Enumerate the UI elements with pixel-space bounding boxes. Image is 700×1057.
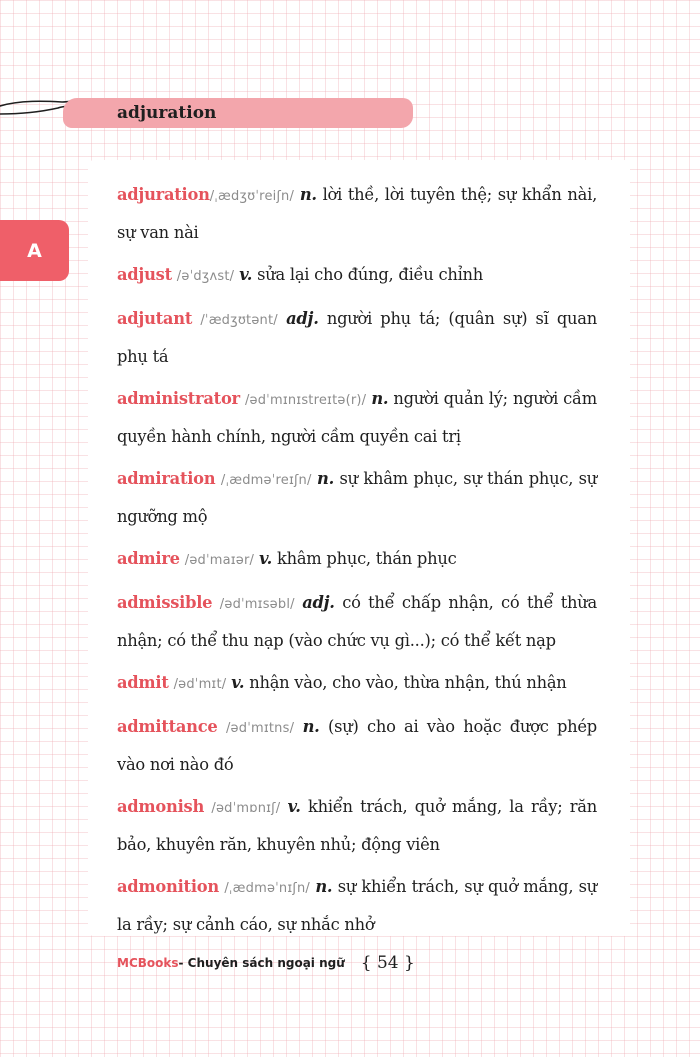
entry-pos: adj. xyxy=(302,593,335,612)
page-footer xyxy=(117,950,415,976)
dictionary-entry xyxy=(117,301,597,375)
entry-word: adjuration xyxy=(117,185,210,204)
entry-ipa: /ədˈmɒnɪʃ/ xyxy=(211,801,281,816)
entry-word: admissible xyxy=(117,593,213,612)
entry-word: adjust xyxy=(117,265,172,284)
entry-list xyxy=(117,177,597,949)
entry-pos: n. xyxy=(317,469,335,488)
letter-tab-label: A xyxy=(27,239,42,262)
entry-word: admonition xyxy=(117,877,219,896)
entry-definition: (sự) cho ai vào hoặc được phép vào nơi nào đó xyxy=(117,717,597,774)
dictionary-entry xyxy=(117,709,597,783)
entry-word: admittance xyxy=(117,717,218,736)
entry-definition: khiển trách, quở mắng, la rầy; răn bảo, khuyên răn, khuyên nhủ; động viên xyxy=(117,797,597,854)
entry-word: admire xyxy=(117,549,180,568)
entry-definition: người phụ tá; (quân sự) sĩ quan phụ tá xyxy=(117,309,597,366)
dictionary-entry xyxy=(117,177,597,251)
entry-definition: có thể chấp nhận, có thể thừa nhận; có thể thu nạp (vào chức vụ gì...); có thể kết nạp xyxy=(117,593,597,650)
entry-word: admonish xyxy=(117,797,205,816)
dictionary-entry xyxy=(117,665,597,703)
entry-ipa: /əˈdʒʌst/ xyxy=(176,269,235,284)
entry-ipa: /ədˈmɪnɪstreɪtə(r)/ xyxy=(244,393,367,408)
entry-pos: adj. xyxy=(286,309,319,328)
dictionary-entry xyxy=(117,541,597,579)
entry-definition: lời thề, lời tuyên thệ; sự khẩn nài, sự van nài xyxy=(117,185,597,242)
page-title: adjuration xyxy=(117,103,217,123)
entry-pos: v. xyxy=(231,673,245,692)
entry-pos: n. xyxy=(299,185,317,204)
entry-definition: sửa lại cho đúng, điều chỉnh xyxy=(257,265,483,284)
entry-definition: người quản lý; người cầm quyền hành chính, người cầm quyền cai trị xyxy=(117,389,597,446)
entry-definition: nhận vào, cho vào, thừa nhận, thú nhận xyxy=(249,673,567,692)
dictionary-entry xyxy=(117,461,597,535)
dictionary-entry xyxy=(117,869,597,943)
entry-ipa: /ˌædməˈnɪʃn/ xyxy=(224,881,310,896)
title-highlight xyxy=(63,98,413,128)
entry-pos: v. xyxy=(239,265,253,284)
entry-ipa: /ˈædʒʊtənt/ xyxy=(200,313,278,328)
dictionary-entry xyxy=(117,789,597,863)
dictionary-entry xyxy=(117,381,597,455)
entry-ipa: /ədˈmɪtns/ xyxy=(225,721,295,736)
entry-word: admiration xyxy=(117,469,216,488)
entry-pos: v. xyxy=(287,797,301,816)
entry-pos: v. xyxy=(259,549,273,568)
page-number: { 54 } xyxy=(360,953,415,973)
publisher-tagline: - Chuyên sách ngoại ngữ xyxy=(178,956,345,970)
entry-ipa: /ˌædməˈreɪʃn/ xyxy=(220,473,312,488)
entry-definition: khâm phục, thán phục xyxy=(277,549,457,568)
entry-pos: n. xyxy=(315,877,333,896)
publisher-brand: MCBooks xyxy=(117,956,179,970)
entry-word: admit xyxy=(117,673,169,692)
entry-definition: sự khâm phục, sự thán phục, sự ngưỡng mộ xyxy=(117,469,597,526)
entry-ipa: /ədˈmaɪər/ xyxy=(184,553,255,568)
dictionary-entry xyxy=(117,257,597,295)
entry-word: administrator xyxy=(117,389,240,408)
entry-word: adjutant xyxy=(117,309,193,328)
letter-tab xyxy=(0,220,69,281)
entry-pos: n. xyxy=(371,389,389,408)
entry-ipa: /ˌædʒʊˈreiʃn/ xyxy=(209,189,295,204)
entry-ipa: /ədˈmɪt/ xyxy=(173,677,227,692)
entry-definition: sự khiển trách, sự quở mắng, sự la rầy; sự cảnh cáo, sự nhắc nhở xyxy=(117,877,597,934)
entry-ipa: /ədˈmɪsəbl/ xyxy=(219,597,295,612)
dictionary-entry xyxy=(117,585,597,659)
entry-pos: n. xyxy=(302,717,320,736)
